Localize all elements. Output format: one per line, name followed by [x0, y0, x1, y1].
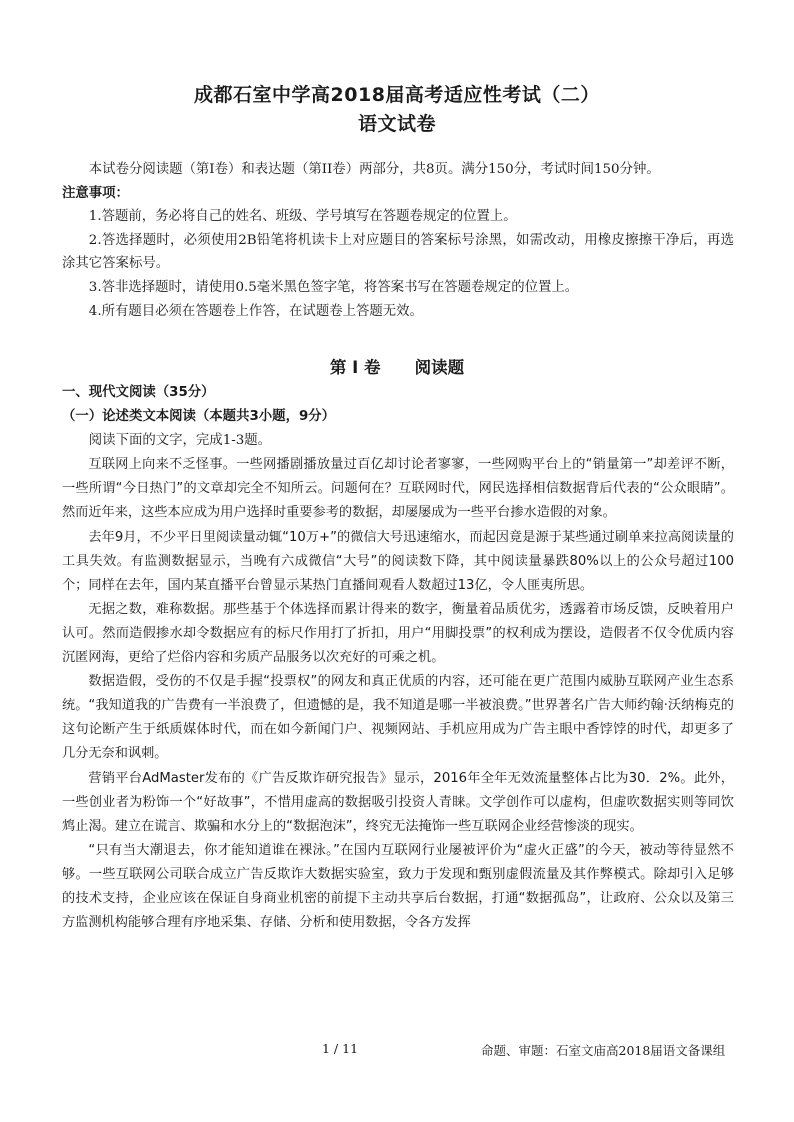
- passage-paragraph: 营销平台AdMaster发布的《广告反欺诈研究报告》显示，2016年全年无效流量整体占比为30．2%。此外，一些创业者为粉饰一个“好故事”，不惜用虚高的数据吸引投资人青睐。文学创作可以虚构，但虚吹数据实则等同饮鸩止渴。建立在谎言、欺骗和水分上的“数据泡沫”，终究无法掩饰一些互联网企业经营惨淡的现实。: [62, 770, 734, 834]
- passage-paragraph: 数据造假，受伤的不仅是手握“投票权”的网友和真正优质的内容，还可能在更广范围内威胁互联网产业生态系统。“我知道我的广告费有一半浪费了，但遗憾的是，我不知道是哪一半被浪费。”世界著名广告大师约翰·沃纳梅克的这句论断产生于纸质媒体时代，而在如今新闻门户、视频网站、手机应用成为广告主眼中香饽饽的时代，却更多了几分无奈和讽刺。: [62, 674, 734, 762]
- section-heading: [0, 354, 794, 378]
- section-part: 第 I 卷: [329, 358, 381, 377]
- note-item: 2.答选择题时，必须使用2B铅笔将机读卡上对应题目的答案标号涂黑，如需改动，用橡皮擦擦干净后，再选涂其它答案标号。: [62, 232, 734, 272]
- exam-title: 成都石室中学高2018届高考适应性考试（二）: [194, 84, 600, 106]
- passage-paragraph: “只有当大潮退去，你才能知道谁在裸泳。”在国内互联网行业屡被评价为“虚火正盛”的今天，被动等待显然不够。一些互联网公司联合成立广告反欺诈大数据实验室，致力于发现和甄别虚假流量及其作弊模式。除却引入足够的技术支持，企业应该在保证自身商业机密的前提下主动共享后台数据，打通“数据孤岛”，让政府、公众以及第三方监测机构能够合理有序地采集、存储、分析和使用数据，令各方发挥: [62, 842, 734, 931]
- page-number: 1 / 11: [322, 1041, 359, 1056]
- passage-paragraph: 无据之数，难称数据。那些基于个体选择而累计得来的数字，衡量着品质优劣，透露着市场反馈，反映着用户认可。然而造假掺水却令数据应有的标尺作用打了折扣，用户“用脚投票”的权利成为摆设，造假者不仅令优质内容沉匿网海，更给了烂俗内容和劣质产品服务以次充好的可乘之机。: [62, 601, 734, 666]
- instructions-block: [62, 158, 734, 323]
- notes-heading: 注意事项：: [62, 185, 129, 201]
- reading-subheading: （一）论述类文本阅读（本题共3小题，9分）: [62, 409, 336, 425]
- exam-description: 本试卷分阅读题（第I卷）和表达题（第II卷）两部分，共8页。满分150分，考试时间150分钟。: [88, 162, 660, 177]
- passage-paragraph: 互联网上向来不乏怪事。一些网播剧播放量过百亿却讨论者寥寥，一些网购平台上的“销量第一”却差评不断，一些所谓“今日热门”的文章却完全不知所云。问题何在？互联网时代，网民选择相信数据背后代表的“公众眼睛”。然而近年来，这些本应成为用户选择时重要参考的数据，却屡屡成为一些平台掺水造假的对象。: [62, 457, 734, 521]
- reading-section: [62, 381, 734, 935]
- footer-source: 命题、审题：石室文庙高2018届语文备课组: [481, 1043, 726, 1058]
- exam-subtitle: 语文试卷: [357, 113, 436, 135]
- note-item: 1.答题前，务必将自己的姓名、班级、学号填写在答题卷规定的位置上。: [88, 209, 517, 225]
- note-item: 3.答非选择题时，请使用0.5毫米黑色签字笔，将答案书写在答题卷规定的位置上。: [88, 279, 579, 295]
- note-item: 4.所有题目必须在答题卷上作答，在试题卷上答题无效。: [88, 303, 423, 319]
- reading-instruction: 阅读下面的文字，完成1-3题。: [88, 433, 272, 449]
- section-name: 阅读题: [414, 358, 465, 377]
- passage-paragraph: 去年9月，不少平日里阅读量动辄“10万+”的微信大号迅速缩水，而起因竟是源于某些通过刷单来拉高阅读量的工具失效。有监测数据显示，当晚有六成微信“大号”的阅读数下降，其中阅读量暴跌80%以上的公众号超过100个；同样在去年，国内某直播平台曾显示某热门直播间观看人数超过13亿，令人匪夷所思。: [62, 529, 734, 593]
- reading-heading: 一、现代文阅读（35分）: [62, 385, 215, 400]
